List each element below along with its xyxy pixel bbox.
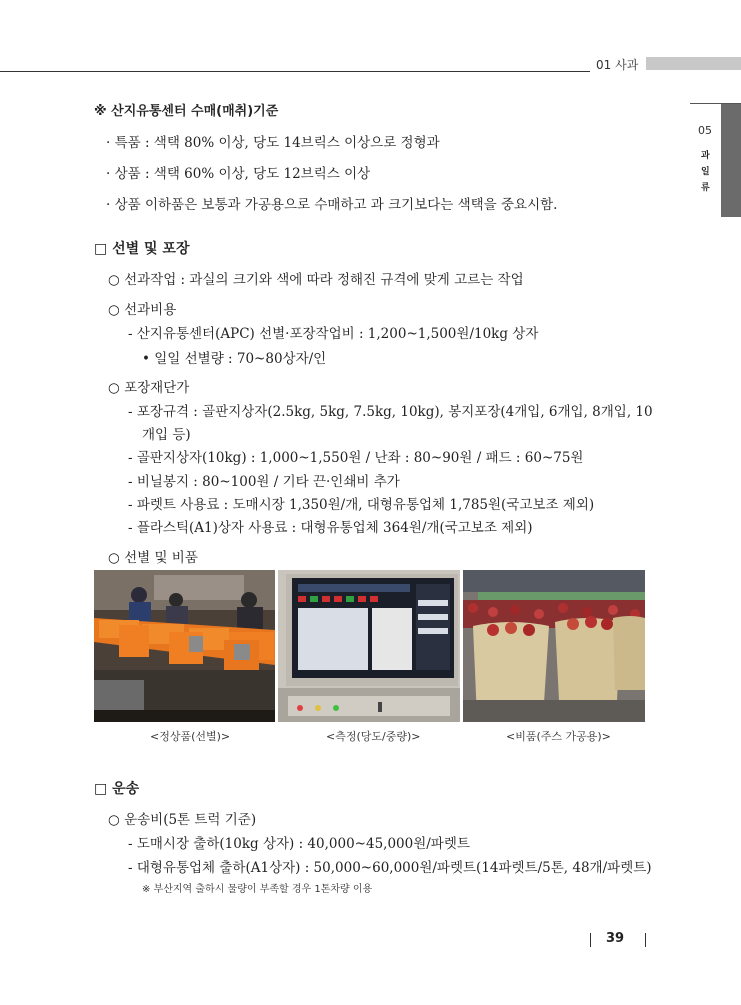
page-number-divider xyxy=(645,933,646,947)
market-note-item: · 특품 : 색택 80% 이상, 당도 14브릭스 이상으로 정형과 xyxy=(106,135,440,151)
bullet-sorting-work: ○ 선과작업 : 과실의 크기와 색에 따라 정해진 규격에 맞게 고르는 작업 xyxy=(108,272,524,288)
dash-packing-spec: - 포장규격 : 골판지상자(2.5kg, 5kg, 7.5kg, 10kg), 봉지포장(4개입, 6개입, 8개입, 10 xyxy=(128,404,653,420)
dash-box-price: - 골판지상자(10kg) : 1,000~1,550원 / 난좌 : 80~90원 / 패드 : 60~75원 xyxy=(128,450,584,466)
market-note-title: ※ 산지유통센터 수매(매취)기준 xyxy=(94,104,279,119)
dash-wholesale-shipment: - 도매시장 출하(10kg 상자) : 40,000~45,000원/파렛트 xyxy=(128,836,470,852)
header-bar xyxy=(646,57,741,70)
bullet-sorting-equipment: ○ 선별 및 비품 xyxy=(108,550,198,566)
dash-vinyl-price: - 비닐봉지 : 80~100원 / 기타 끈·인쇄비 추가 xyxy=(128,474,400,490)
market-note-item: · 상품 이하품은 보통과 가공용으로 수매하고 과 크기보다는 색택을 중요시함. xyxy=(106,197,558,213)
dash-apc-cost: - 산지유통센터(APC) 선별·포장작업비 : 1,200~1,500원/10kg 상자 xyxy=(128,326,539,342)
photo-measuring xyxy=(278,570,460,722)
photo-sorting xyxy=(94,570,275,722)
chapter-title: 01 사과 xyxy=(596,58,639,72)
bullet-sorting-cost: ○ 선과비용 xyxy=(108,302,177,318)
photo-caption: <측정(당도/중량)> xyxy=(326,730,421,743)
bullet-packing-price: ○ 포장재단가 xyxy=(108,380,190,396)
dash-retail-shipment: - 대형유통업체 출하(A1상자) : 50,000~60,000원/파렛트(14파렛트/5톤, 48개/파렛트) xyxy=(128,860,652,876)
side-tab xyxy=(690,103,741,217)
header-rule xyxy=(0,71,590,72)
section-heading-transport: □ 운송 xyxy=(94,781,140,797)
sub-daily-volume: • 일일 선별량 : 70~80상자/인 xyxy=(142,351,327,367)
side-tab-label: 과일류 xyxy=(701,151,710,193)
bullet-transport-cost: ○ 운송비(5톤 트럭 기준) xyxy=(108,812,257,828)
photo-equipment xyxy=(463,570,645,722)
photo-caption: <정상품(선별)> xyxy=(150,730,231,743)
photo-caption: <비품(주스 가공용)> xyxy=(506,730,611,743)
dash-pallet-fee: - 파렛트 사용료 : 도매시장 1,350원/개, 대형유통업체 1,785원(국고보조 제외) xyxy=(128,497,595,513)
photo-strip xyxy=(94,570,645,722)
transport-note: ※ 부산지역 출하시 물량이 부족할 경우 1톤차량 이용 xyxy=(142,884,373,895)
dash-packing-spec-cont: 개입 등) xyxy=(142,427,191,443)
page-number: 39 xyxy=(606,931,625,946)
dash-plastic-box-fee: - 플라스틱(A1)상자 사용료 : 대형유통업체 364원/개(국고보조 제외) xyxy=(128,520,533,536)
market-note-item: · 상품 : 색택 60% 이상, 당도 12브릭스 이상 xyxy=(106,166,371,182)
side-tab-number: 05 xyxy=(698,124,712,137)
page-number-divider xyxy=(590,933,591,947)
section-heading-sorting: □ 선별 및 포장 xyxy=(94,241,190,257)
side-tab-bar xyxy=(721,104,741,217)
